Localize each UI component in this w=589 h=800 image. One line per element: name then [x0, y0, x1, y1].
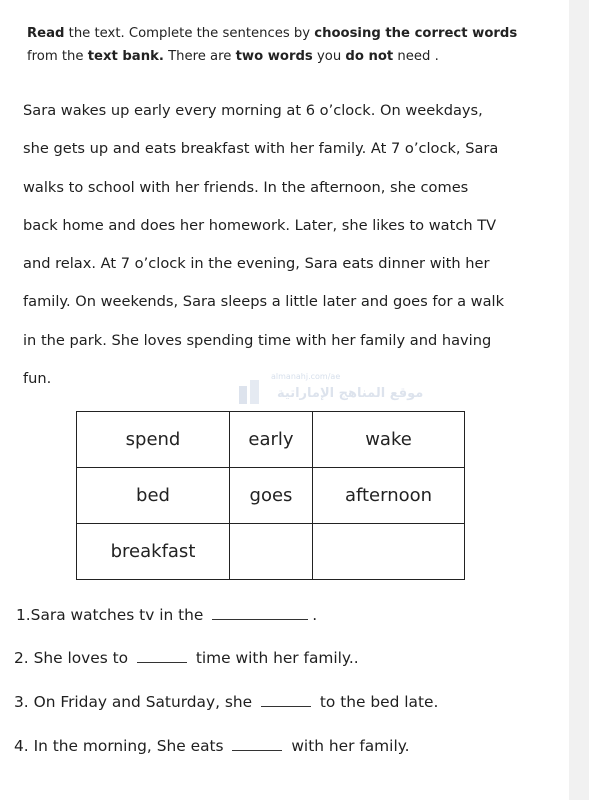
instr-bold-two-words: two words	[235, 49, 313, 64]
question-1	[16, 606, 317, 624]
instr-bold-do-not: do not	[345, 49, 394, 64]
answer-blank[interactable]	[232, 749, 282, 751]
passage-line: and relax. At 7 o’clock in the evening, Sara eats dinner with her	[23, 255, 490, 273]
word-bank-cell: afternoon	[313, 468, 465, 524]
question-text: with her family.	[286, 737, 410, 755]
question-text: time with her family..	[190, 649, 359, 667]
instr-text: from the	[27, 49, 88, 64]
question-text: 1.Sara watches tv in the	[16, 606, 209, 624]
reading-passage	[23, 98, 553, 404]
watermark-arabic: موقع المناهج الإماراتية	[277, 386, 424, 401]
passage-line: Sara wakes up early every morning at 6 o’clock. On weekdays,	[23, 102, 483, 119]
instr-text: There are	[163, 49, 236, 64]
passage-line: fun.	[23, 370, 52, 388]
watermark-site: almanahj.com/ae	[271, 372, 341, 381]
word-bank-cell: goes	[230, 468, 313, 524]
answer-blank[interactable]	[137, 661, 187, 663]
passage-line: back home and does her homework. Later, she likes to watch TV	[23, 216, 497, 234]
instr-bold-read: Read	[27, 26, 65, 41]
page-margin-strip	[569, 0, 589, 800]
word-bank-row	[77, 524, 465, 580]
passage-line: she gets up and eats breakfast with her family. At 7 o’clock, Sara	[23, 140, 499, 158]
word-bank-cell: spend	[77, 412, 230, 468]
question-3	[14, 693, 438, 711]
answer-blank[interactable]	[212, 618, 308, 620]
word-bank-cell-empty	[313, 524, 465, 580]
question-text: .	[312, 606, 318, 624]
word-bank-row	[77, 468, 465, 524]
passage-line: in the park. She loves spending time with her family and having	[23, 331, 492, 349]
word-bank-cell: breakfast	[77, 524, 230, 580]
instructions-line-2	[27, 45, 547, 68]
watermark-logo-icon	[237, 378, 263, 406]
question-2	[14, 649, 359, 667]
instr-text: need .	[393, 49, 439, 64]
question-text: 4. In the morning, She eats	[14, 737, 229, 755]
word-bank-table	[76, 411, 465, 580]
word-bank-cell: wake	[313, 412, 465, 468]
instr-text: you	[312, 49, 346, 64]
instructions	[27, 22, 547, 68]
question-text: to the bed late.	[315, 693, 439, 711]
word-bank-cell-empty	[230, 524, 313, 580]
instr-bold-text-bank: text bank.	[87, 49, 164, 64]
word-bank-cell: bed	[77, 468, 230, 524]
passage-line: walks to school with her friends. In the afternoon, she comes	[23, 178, 469, 196]
question-4	[14, 737, 410, 755]
word-bank-row	[77, 412, 465, 468]
answer-blank[interactable]	[261, 705, 311, 707]
instr-text: the text. Complete the sentences by	[64, 26, 315, 41]
passage-line: family. On weekends, Sara sleeps a little later and goes for a walk	[23, 293, 505, 311]
question-text: 3. On Friday and Saturday, she	[14, 693, 257, 711]
instructions-line-1	[27, 22, 547, 45]
question-text: 2. She loves to	[14, 649, 133, 667]
word-bank-cell: early	[230, 412, 313, 468]
instr-bold-choosing: choosing the correct words	[314, 26, 518, 41]
